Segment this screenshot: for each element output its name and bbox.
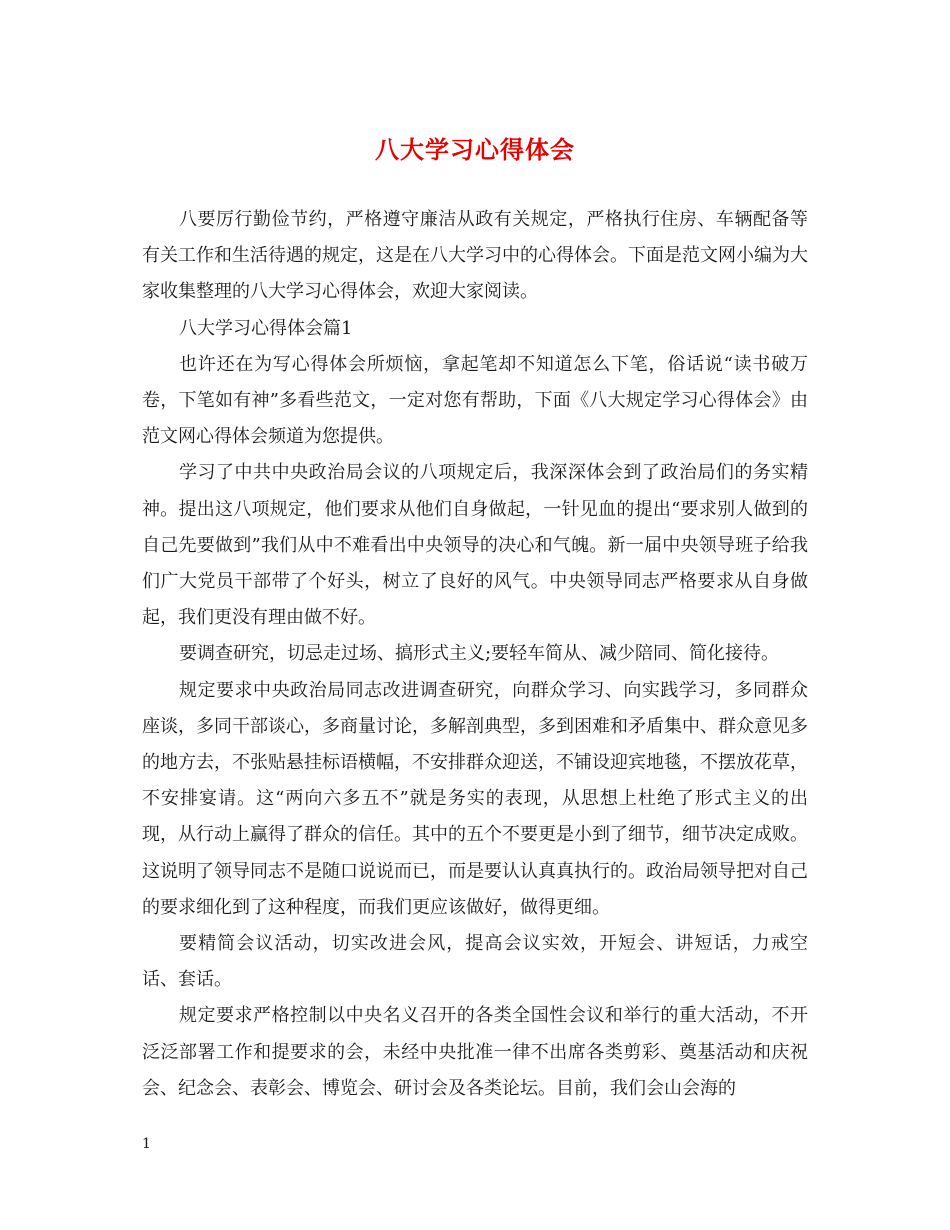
document-title: 八大学习心得体会 bbox=[375, 135, 575, 164]
paragraph: 规定要求中央政治局同志改进调查研究，向群众学习、向实践学习，多同群众座谈，多同干部谈心，多商量讨论，多解剖典型，多到困难和矛盾集中、群众意见多的地方去，不张贴悬挂标语横幅，不安排群众迎送，不铺设迎宾地毯，不摆放花草，不安排宴请。这“两向六多五不”就是务实的表现，从思想上杜绝了形式主义的出现，从行动上赢得了群众的信任。其中的五个不要更是小到了细节，细节决定成败。这说明了领导同志不是随口说说而已，而是要认认真真执行的。政治局领导把对自己的要求细化到了这种程度，而我们更应该做好，做得更细。 bbox=[142, 679, 808, 918]
page-number: 1 bbox=[142, 1136, 151, 1152]
paragraph: 要精简会议活动，切实改进会风，提高会议实效，开短会、讲短话，力戒空话、套话。 bbox=[142, 933, 808, 991]
paragraph: 学习了中共中央政治局会议的八项规定后，我深深体会到了政治局们的务实精神。提出这八项规定，他们要求从他们自身做起，一针见血的提出“要求别人做到的自己先要做到”我们从中不难看出中央领导的决心和气魄。新一届中央领导班子给我们广大党员干部带了个好头，树立了良好的风气。中央领导同志严格要求从自身做起，我们更没有理由做不好。 bbox=[142, 462, 808, 629]
section-heading: 八大学习心得体会篇1 bbox=[179, 317, 353, 339]
paragraph-intro: 八要厉行勤俭节约，严格遵守廉洁从政有关规定，严格执行住房、车辆配备等有关工作和生活待遇的规定，这是在八大学习中的心得体会。下面是范文网小编为大家收集整理的八大学习心得体会，欢迎大家阅读。 bbox=[142, 209, 808, 303]
paragraph: 也许还在为写心得体会所烦恼，拿起笔却不知道怎么下笔，俗话说“读书破万卷，下笔如有神”多看些范文，一定对您有帮助，下面《八大规定学习心得体会》由范文网心得体会频道为您提供。 bbox=[142, 353, 808, 448]
paragraph: 规定要求严格控制以中央名义召开的各类全国性会议和举行的重大活动，不开泛泛部署工作和提要求的会，未经中央批准一律不出席各类剪彩、奠基活动和庆祝会、纪念会、表彰会、博览会、研讨会及各类论坛。目前，我们会山会海的 bbox=[142, 1005, 808, 1099]
document-body bbox=[142, 202, 808, 1107]
paragraph: 要调查研究，切忌走过场、搞形式主义;要轻车简从、减少陪同、简化接待。 bbox=[179, 643, 780, 665]
